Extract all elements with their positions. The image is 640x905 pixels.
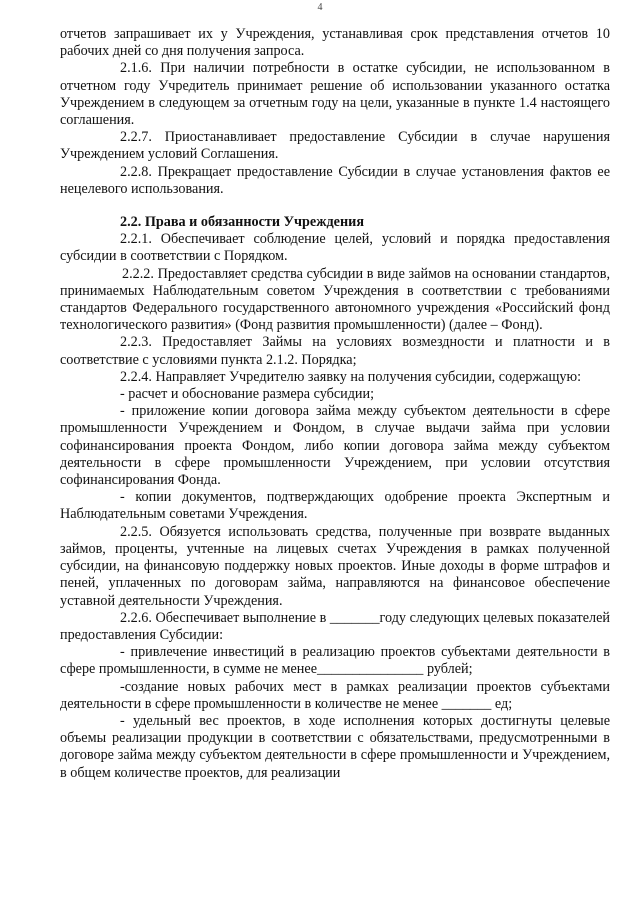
paragraph-2-2-7: 2.2.7. Приостанавливает предоставление Субсидии в случае нарушения Учреждением условий Соглашения. — [60, 129, 610, 163]
paragraph-2-2-1: 2.2.1. Обеспечивает соблюдение целей, условий и порядка предоставления субсидии в соответствии с Порядком. — [60, 231, 610, 265]
section-title: 2.2. Права и обязанности Учреждения — [120, 214, 364, 231]
list-item-calculation: - расчет и обоснование размера субсидии; — [120, 386, 375, 403]
list-item-new-jobs: -создание новых рабочих мест в рамках реализации проектов субъектами деятельности в сфере промышленности в количестве не менее _______ ед; — [60, 678, 610, 712]
paragraph-2-2-8: 2.2.8. Прекращает предоставление Субсидии в случае установления фактов ее нецелевого использования. — [60, 163, 610, 197]
paragraph-2-2-3: 2.2.3. Предоставляет Займы на условиях возмездности и платности и в соответствие с условиями пункта 2.1.2. Порядка; — [60, 334, 610, 368]
list-item-approval-docs: - копии документов, подтверждающих одобрение проекта Экспертным и Наблюдательным советами Учреждения. — [60, 489, 610, 523]
paragraph-continuation: отчетов запрашивает их у Учреждения, устанавливая срок представления отчетов 10 рабочих дней со дня получения запроса. — [60, 26, 610, 60]
paragraph-2-2-5: 2.2.5. Обязуется использовать средства, полученные при возврате выданных займов, проценты, учтенные на лицевых счетах Учреждения в рамках полученной субсидии, на финансовую поддержку новых проектов. Иные доходы в форме штрафов и пеней, уплаченных по договорам займа, направляются на финансовое обеспечение уставной деятельности Учреждения. — [60, 523, 610, 609]
document-body — [60, 26, 610, 782]
paragraph-2-2-4: 2.2.4. Направляет Учредителю заявку на получения субсидии, содержащую: — [120, 368, 582, 385]
paragraph-2-1-6: 2.1.6. При наличии потребности в остатке субсидии, не использованном в отчетном году Учредитель принимает решение об использовании указанного остатка Учреждением в следующем за отчетным году на цели, указанные в пункте 1.4 настоящего соглашения. — [60, 60, 610, 129]
page-number: 4 — [317, 2, 323, 13]
paragraph-2-2-2: 2.2.2. Предоставляет средства субсидии в виде займов на основании стандартов, принимаемых Наблюдательным советом Учреждения в соответствии с требованиями стандартов Федерального государственного автономного учреждения «Российский фонд технологического развития» (Фонд развития промышленности) (далее – Фонд). — [60, 265, 610, 334]
list-item-project-share: - удельный вес проектов, в ходе исполнения которых достигнуты целевые объемы реализации продукции в соответствии с обязательствами, предусмотренными в договоре займа между субъектом деятельности в сфере промышленности и Учреждением, в общем количестве проектов, для реализации — [60, 712, 610, 781]
list-item-investments: - привлечение инвестиций в реализацию проектов субъектами деятельности в сфере промышленности, в сумме не менее_______________ рублей; — [60, 644, 610, 678]
paragraph-2-2-6: 2.2.6. Обеспечивает выполнение в _______году следующих целевых показателей предоставления Субсидии: — [60, 609, 610, 643]
list-item-loan-copy: - приложение копии договора займа между субъектом деятельности в сфере промышленности Учреждением и Фондом, в случае выдачи займа при условии софинансирования проекта Фондом, либо копии договора займа между субъектом деятельности в сфере промышленности Учреждением, при условии отсутствия софинансирования Фонда. — [60, 403, 610, 489]
